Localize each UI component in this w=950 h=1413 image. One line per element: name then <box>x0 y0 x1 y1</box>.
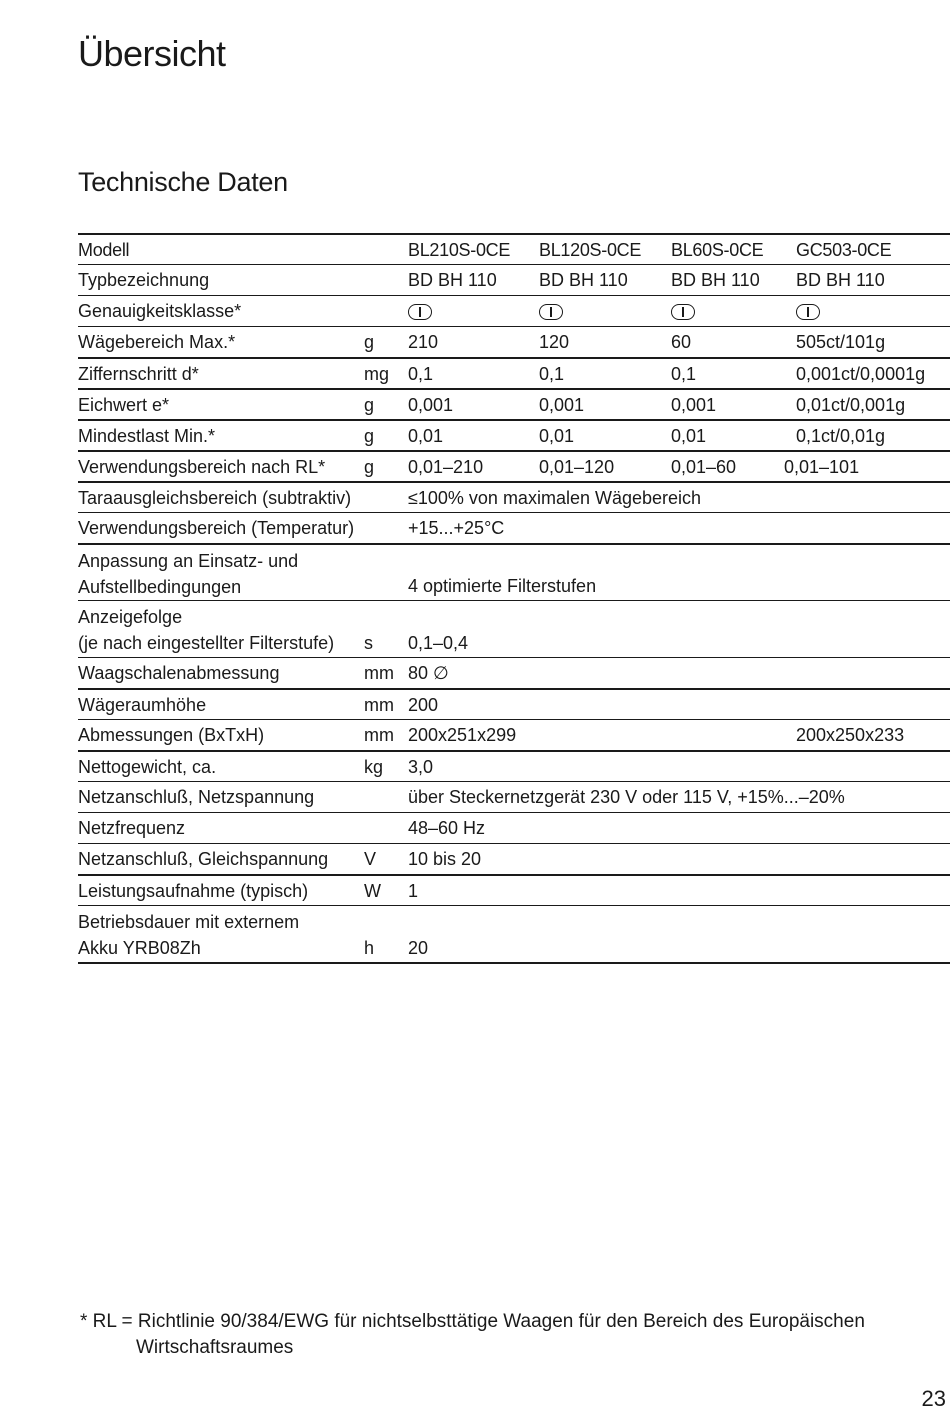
row-label: Netzanschluß, Gleichspannung <box>78 849 329 869</box>
row-unit: mm <box>364 725 394 745</box>
row-unit: mg <box>364 364 390 384</box>
row-value: 10 bis 20 <box>408 849 482 869</box>
table-row <box>78 657 950 688</box>
table-row <box>78 264 950 295</box>
page-title: Übersicht <box>78 33 226 74</box>
row-value: 200x250x233 <box>796 725 905 745</box>
technical-data-table <box>78 233 950 964</box>
table-row <box>78 388 950 419</box>
table-row <box>78 357 950 388</box>
row-value: über Steckernetzgerät 230 V oder 115 V, +15%...–20% <box>408 787 845 807</box>
row-value: BD BH 110 <box>671 270 760 290</box>
row-label: Anzeigefolge (je nach eingestellter Filterstufe) <box>78 607 335 653</box>
table-row <box>78 781 950 812</box>
row-label: Netzanschluß, Netzspannung <box>78 787 315 807</box>
row-value: 60 <box>671 332 692 352</box>
accuracy-class-icon <box>671 298 695 324</box>
table-row <box>78 481 950 512</box>
row-value: 0,1 <box>539 364 565 384</box>
row-label: Ziffernschritt d* <box>78 364 199 384</box>
table-row <box>78 874 950 905</box>
table-row <box>78 543 950 600</box>
accuracy-class-icon <box>408 298 432 324</box>
row-value: 0,01–210 <box>408 457 484 477</box>
row-value: 0,01–60 <box>671 457 737 477</box>
row-value: 4 optimierte Filterstufen <box>408 576 597 596</box>
table-row <box>78 600 950 657</box>
row-value: 48–60 Hz <box>408 818 486 838</box>
row-label: Mindestlast Min.* <box>78 426 216 446</box>
row-label: Wägebereich Max.* <box>78 332 236 352</box>
row-value: 20 <box>408 938 429 958</box>
row-label: Betriebsdauer mit externem Akku YRB08Zh <box>78 912 300 958</box>
row-value: 0,01–101 <box>784 457 860 477</box>
row-value: BD BH 110 <box>408 270 497 290</box>
table-row <box>78 326 950 357</box>
row-value: 3,0 <box>408 757 434 777</box>
header-model: GC503-0CE <box>796 240 892 260</box>
table-row <box>78 512 950 543</box>
row-value: 0,01ct/0,001g <box>796 395 906 415</box>
accuracy-class-icon <box>539 298 563 324</box>
row-unit: g <box>364 457 375 477</box>
header-label-modell: Modell <box>78 240 130 260</box>
footnote <box>80 1309 920 1361</box>
row-value: 0,1ct/0,01g <box>796 426 886 446</box>
row-value: 1 <box>408 881 419 901</box>
row-value: 200 <box>408 695 439 715</box>
footnote-line: Wirtschaftsraumes <box>136 1337 294 1358</box>
row-value: BD BH 110 <box>539 270 628 290</box>
table-row <box>78 905 950 962</box>
row-value: 210 <box>408 332 439 352</box>
row-unit: h <box>364 938 375 958</box>
row-label: Waagschalenabmessung <box>78 663 280 683</box>
row-label: Typbezeichnung <box>78 270 210 290</box>
row-value: 0,01–120 <box>539 457 615 477</box>
row-unit: kg <box>364 757 384 777</box>
row-label: Wägeraumhöhe <box>78 695 207 715</box>
row-label: Anpassung an Einsatz- und Aufstellbedingungen <box>78 551 299 597</box>
row-label: Netzfrequenz <box>78 818 186 838</box>
row-unit: g <box>364 395 375 415</box>
table-row <box>78 419 950 450</box>
row-unit: s <box>364 633 373 653</box>
row-value: +15...+25°C <box>408 518 505 538</box>
header-model: BL60S-0CE <box>671 240 764 260</box>
row-unit: W <box>364 881 381 901</box>
footnote-line: * RL = Richtlinie 90/384/EWG für nichtselbsttätige Waagen für den Bereich des Europäischen <box>80 1311 865 1332</box>
header-model: BL120S-0CE <box>539 240 642 260</box>
table-row <box>78 812 950 843</box>
row-label: Leistungsaufnahme (typisch) <box>78 881 309 901</box>
row-value: 120 <box>539 332 570 352</box>
table-row <box>78 750 950 781</box>
row-value: 505ct/101g <box>796 332 886 352</box>
row-label: Taraausgleichsbereich (subtraktiv) <box>78 488 352 508</box>
row-unit: mm <box>364 663 394 683</box>
row-value: 0,1 <box>671 364 697 384</box>
row-unit: g <box>364 426 375 446</box>
row-unit: V <box>364 849 377 869</box>
header-model: BL210S-0CE <box>408 240 511 260</box>
accuracy-class-icon <box>796 298 820 324</box>
row-unit: g <box>364 332 375 352</box>
row-value: BD BH 110 <box>796 270 885 290</box>
row-value: 0,01 <box>539 426 575 446</box>
table-row <box>78 295 950 326</box>
row-unit: mm <box>364 695 394 715</box>
row-value: 0,1–0,4 <box>408 633 469 653</box>
table-bottom-rule <box>78 962 950 964</box>
table-row <box>78 719 950 750</box>
row-value: 0,01 <box>671 426 707 446</box>
row-value: 0,01 <box>408 426 444 446</box>
row-value: 0,1 <box>408 364 434 384</box>
table-row <box>78 450 950 481</box>
row-label: Verwendungsbereich nach RL* <box>78 457 326 477</box>
page-number: 23 <box>921 1386 946 1411</box>
row-label: Verwendungsbereich (Temperatur) <box>78 518 355 538</box>
row-label: Nettogewicht, ca. <box>78 757 217 777</box>
section-title: Technische Daten <box>78 167 288 197</box>
row-value: 0,001 <box>539 395 585 415</box>
row-label: Abmessungen (BxTxH) <box>78 725 265 745</box>
row-value: 80 ∅ <box>408 663 449 683</box>
row-label: Genauigkeitsklasse* <box>78 301 242 321</box>
table-row <box>78 843 950 874</box>
row-value: 0,001 <box>671 395 717 415</box>
row-label: Eichwert e* <box>78 395 170 415</box>
row-value: ≤100% von maximalen Wägebereich <box>408 488 702 508</box>
row-value: 200x251x299 <box>408 725 517 745</box>
row-value: 0,001 <box>408 395 454 415</box>
table-header-row <box>78 233 950 264</box>
row-value: 0,001ct/0,0001g <box>796 364 926 384</box>
table-row <box>78 688 950 719</box>
